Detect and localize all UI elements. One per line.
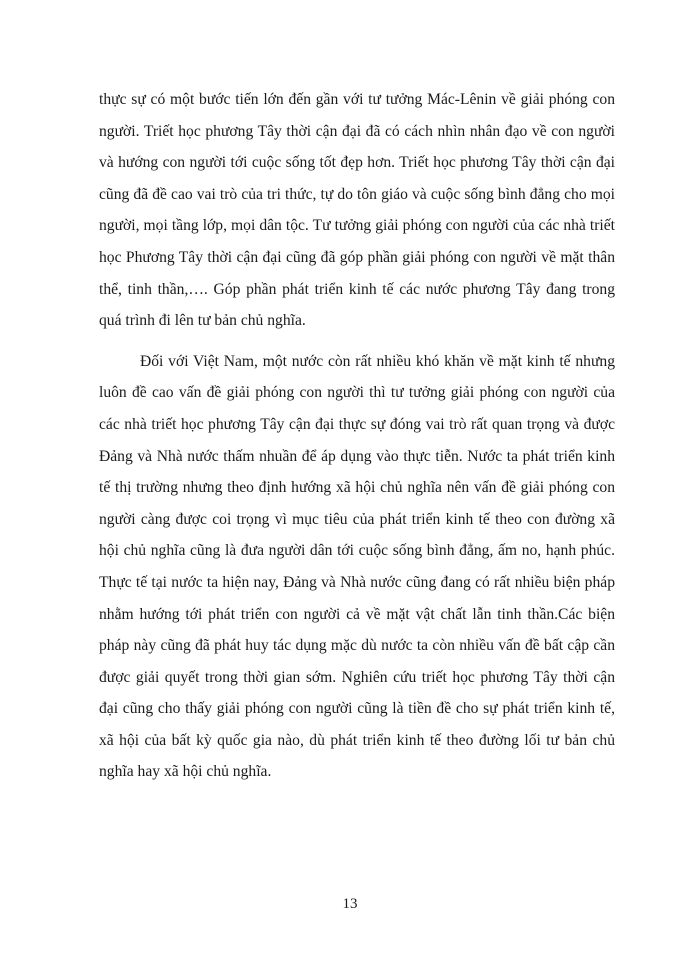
- page-number: 13: [342, 896, 358, 912]
- paragraph-2: Đối với Việt Nam, một nước còn rất nhiều khó khăn về mặt kinh tế nhưng luôn đề cao vấn đề giải phóng con người thì tư tưởng giải phóng con người của các nhà triết học phương Tây cận đại thực sự đóng vai trò rất quan trọng và được Đảng và Nhà nước thấm nhuần để áp dụng vào thực tiễn. Nước ta phát triển kinh tế thị trường nhưng theo định hướng xã hội chủ nghĩa nên vấn đề giải phóng con người càng được coi trọng vì mục tiêu của phát triển kinh tế theo con đường xã hội chủ nghĩa cũng là đưa người dân tới cuộc sống bình đẳng, ấm no, hạnh phúc. Thực tế tại nước ta hiện nay, Đảng và Nhà nước cũng đang có rất nhiều biện pháp nhằm hướng tới phát triển con người cả về mặt vật chất lẫn tinh thần.Các biện pháp này cũng đã phát huy tác dụng mặc dù nước ta còn nhiều vấn đề bất cập cần được giải quyết trong thời gian sớm. Nghiên cứu triết học phương Tây thời cận đại cũng cho thấy giải phóng con người cũng là tiền đề cho sự phát triển kinh tế, xã hội của bất kỳ quốc gia nào, dù phát triển kinh tế theo đường lối tư bản chủ nghĩa hay xã hội chủ nghĩa.: [99, 352, 615, 781]
- paragraph-1: thực sự có một bước tiến lớn đến gần với tư tưởng Mác-Lênin về giải phóng con người. Triết học phương Tây thời cận đại đã có cách nhìn nhân đạo về con người và hướng con người tới cuộc sống tốt đẹp hơn. Triết học phương Tây thời cận đại cũng đã đề cao vai trò của tri thức, tự do tôn giáo và cuộc sống bình đẳng cho mọi người, mọi tầng lớp, mọi dân tộc. Tư tưởng giải phóng con người của các nhà triết học Phương Tây thời cận đại cũng đã góp phần giải phóng con người về mặt thân thể, tinh thần,…. Góp phần phát triển kinh tế các nước phương Tây đang trong quá trình đi lên tư bản chủ nghĩa.: [99, 91, 615, 330]
- body-text: [99, 84, 615, 788]
